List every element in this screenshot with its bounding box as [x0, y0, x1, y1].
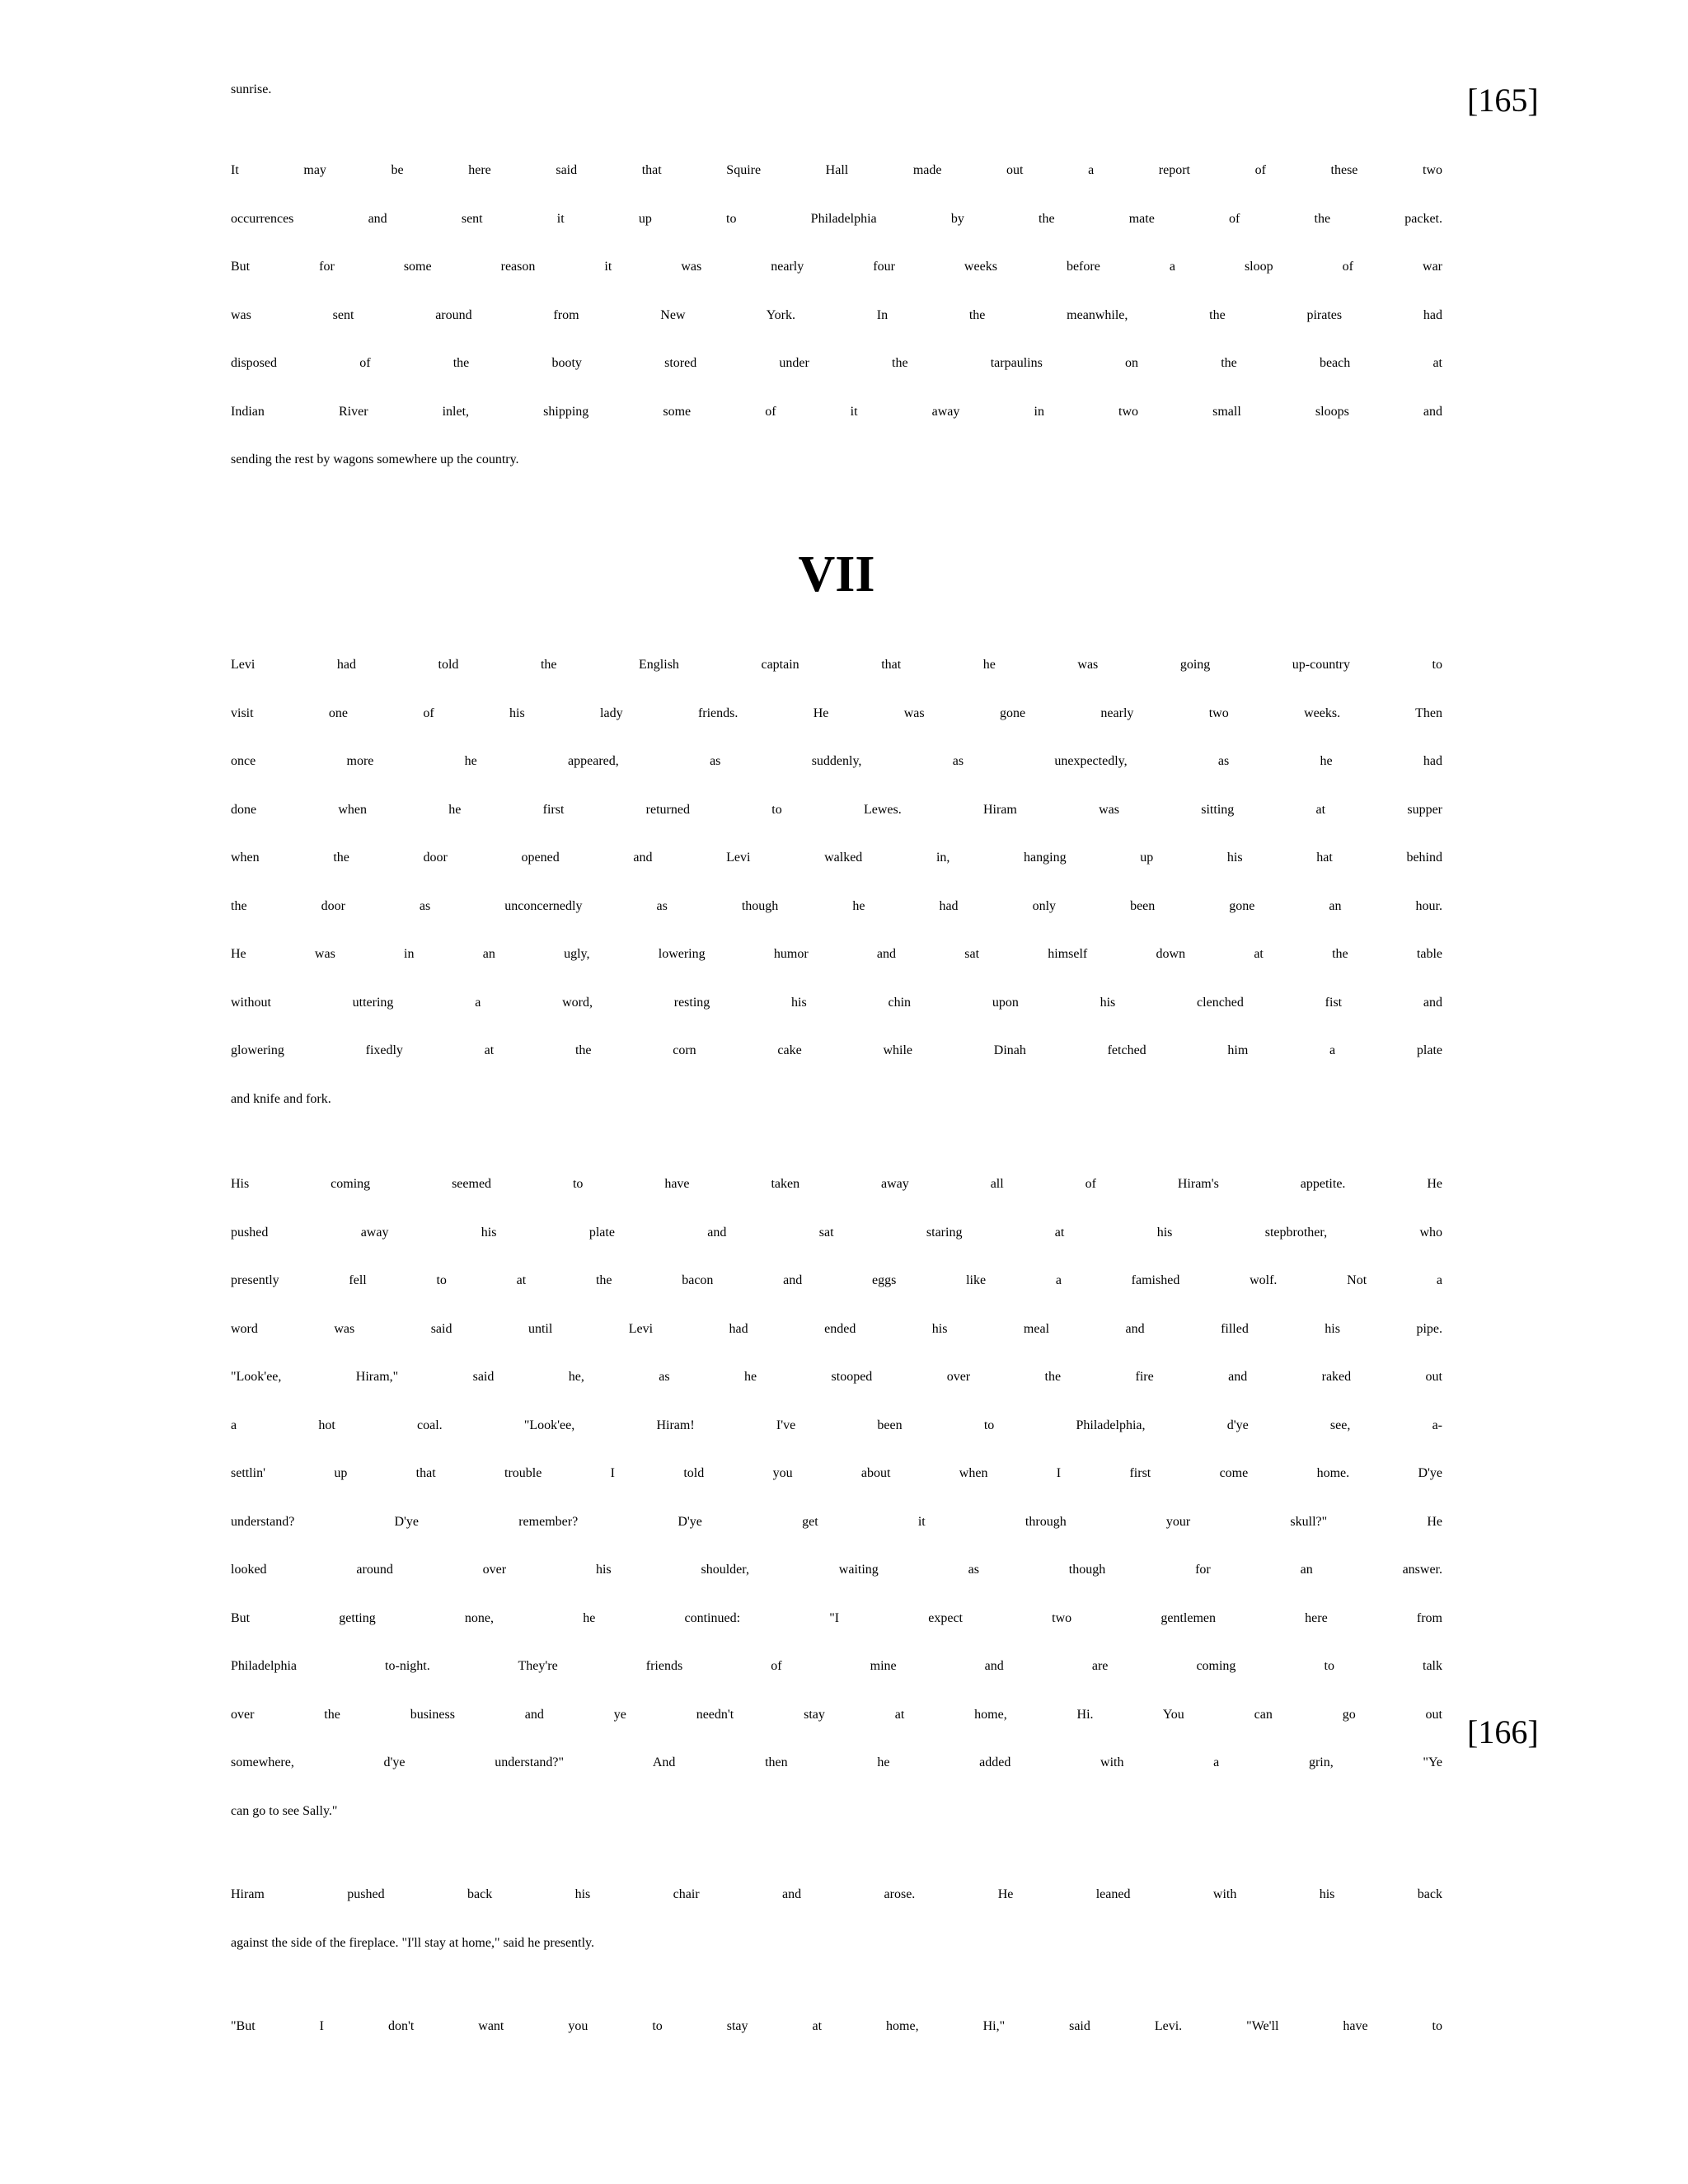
- text-line: somewhere, d'ye understand?" And then he added with a grin, "Ye: [231, 1755, 1442, 1769]
- text-line: was sent around from New York. In the meanwhile, the pirates had: [231, 307, 1442, 322]
- paragraph-hiram-arose: [231, 1887, 1442, 1984]
- text-line: without uttering a word, resting his chin upon his clenched fist and: [231, 995, 1442, 1010]
- text-line: "But I don't want you to stay at home, Hi," said Levi. "We'll have to: [231, 2019, 1442, 2033]
- text-line: glowering fixedly at the corn cake while Dinah fetched him a plate: [231, 1043, 1442, 1057]
- fragment-paragraph: [231, 82, 1442, 131]
- text-line: a hot coal. "Look'ee, Hiram! I've been to Philadelphia, d'ye see, a-: [231, 1418, 1442, 1432]
- text-line: can go to see Sally.": [231, 1803, 338, 1818]
- text-line: against the side of the fireplace. "I'll stay at home," said he presently.: [231, 1935, 594, 1950]
- text-line: settlin' up that trouble I told you about when I first come home. D'ye: [231, 1466, 1442, 1480]
- text-line: looked around over his shoulder, waiting as though for an answer.: [231, 1563, 1442, 1577]
- text-line: once more he appeared, as suddenly, as unexpectedly, as he had: [231, 754, 1442, 768]
- text-line: sunrise.: [231, 82, 272, 96]
- page-number-165: [165]: [1467, 82, 1539, 119]
- text-line: sending the rest by wagons somewhere up the country.: [231, 452, 519, 466]
- text-line: Philadelphia to-night. They're friends of mine and are coming to talk: [231, 1659, 1442, 1673]
- text-line: Levi had told the English captain that he was going up-country to: [231, 658, 1442, 672]
- page-number-166: [166]: [1467, 1713, 1539, 1750]
- text-line: Hiram pushed back his chair and arose. He leaned with his back: [231, 1887, 1442, 1901]
- paragraph-levi-reply: [231, 2019, 1442, 2068]
- text-line: He was in an ugly, lowering humor and sat himself down at the table: [231, 947, 1442, 961]
- text-line: pushed away his plate and sat staring at his stepbrother, who: [231, 1225, 1442, 1240]
- text-line: understand? D'ye remember? D'ye get it through your skull?" He: [231, 1514, 1442, 1529]
- text-line: visit one of his lady friends. He was gone nearly two weeks. Then: [231, 705, 1442, 720]
- text-line: presently fell to at the bacon and eggs like a famished wolf. Not a: [231, 1273, 1442, 1287]
- text-line: His coming seemed to have taken away all of Hiram's appetite. He: [231, 1177, 1442, 1191]
- text-line: when the door opened and Levi walked in, hanging up his hat behind: [231, 851, 1442, 865]
- text-line: It may be here said that Squire Hall made out a report of these two: [231, 163, 1442, 177]
- text-line: But getting none, he continued: "I expect two gentlemen here from: [231, 1610, 1442, 1625]
- paragraph-levi-returns: [231, 658, 1442, 1140]
- text-line: But for some reason it was nearly four weeks before a sloop of war: [231, 260, 1442, 274]
- text-line: and knife and fork.: [231, 1091, 331, 1106]
- text-line: done when he first returned to Lewes. Hiram was sitting at supper: [231, 802, 1442, 817]
- text-line: over the business and ye needn't stay at home, Hi. You can go out: [231, 1707, 1442, 1722]
- text-line: disposed of the booty stored under the tarpaulins on the beach at: [231, 356, 1442, 370]
- paragraph-hiram-appetite: [231, 1177, 1442, 1852]
- text-line: the door as unconcernedly as though he had only been gone an hour.: [231, 898, 1442, 913]
- text-line: Indian River inlet, shipping some of it away in two small sloops and: [231, 404, 1442, 419]
- paragraph-squire-hall-report: [231, 163, 1442, 501]
- text-line: occurrences and sent it up to Philadelphia by the mate of the packet.: [231, 211, 1442, 226]
- text-line: word was said until Levi had ended his meal and filled his pipe.: [231, 1321, 1442, 1336]
- text-line: "Look'ee, Hiram," said he, as he stooped over the fire and raked out: [231, 1370, 1442, 1384]
- chapter-heading: VII: [798, 546, 875, 602]
